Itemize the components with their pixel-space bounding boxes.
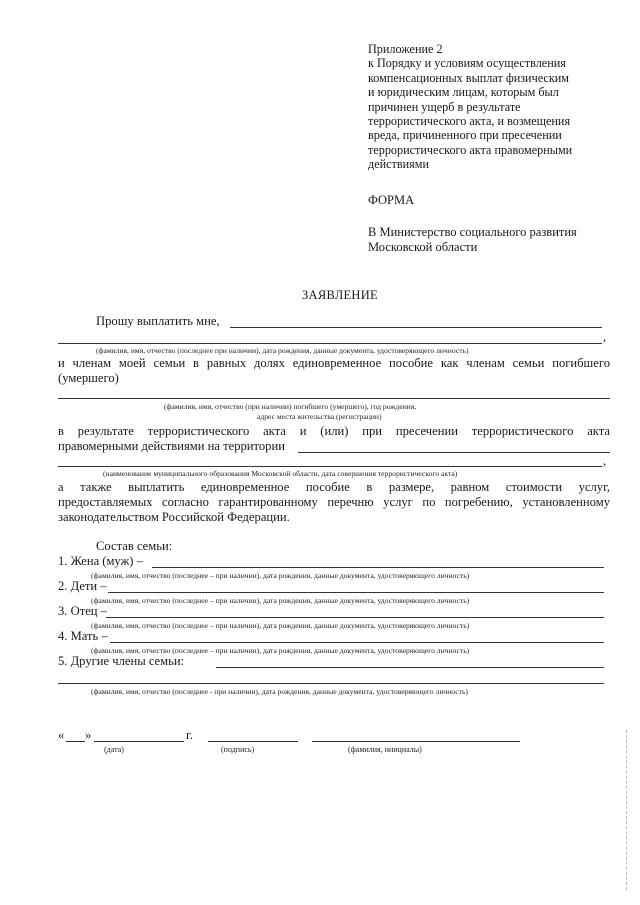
deceased-details-field[interactable] [58, 398, 610, 399]
territory-field[interactable] [298, 452, 610, 453]
family-label-spouse: 1. Жена (муж) – [58, 554, 143, 568]
appendix-note [368, 42, 633, 172]
deceased-caption: (фамилия, имя, отчество (при наличии) погибшего (умершего), год рождения, [164, 402, 417, 411]
other-members-field[interactable] [216, 667, 604, 668]
other-members-field-2[interactable] [58, 683, 604, 684]
municipality-caption: (наименование муниципального образования Московской области, дата совершения террористического акта) [103, 469, 458, 478]
provided-line: предоставляемых согласно гарантированному перечню услуг по погребению, установленному [58, 495, 610, 509]
family-label-others: 5. Другие члены семьи: [58, 654, 185, 668]
signature-caption: (подпись) [221, 745, 255, 754]
appendix-line: компенсационных выплат физическим [368, 70, 569, 85]
family-caption: (фамилия, имя, отчество (последнее – при наличии), дата рождения, данные документа, удостоверяющего личность) [91, 621, 470, 630]
children-field[interactable] [108, 592, 604, 593]
family-label-father: 3. Отец – [58, 604, 107, 618]
appendix-line: террористического акта, и возмещения [368, 114, 571, 129]
family-caption: (фамилия, имя, отчество (последнее – при наличии), дата рождения, данные документа, удостоверяющего личность) [91, 646, 470, 655]
day-field[interactable] [66, 741, 85, 742]
family-caption: (фамилия, имя, отчество (последнее – при наличии), дата рождения, данные документа, удостоверяющего личность) [91, 571, 470, 580]
territory-line: правомерными действиями на территории [58, 439, 285, 453]
quote-close: » [85, 728, 92, 742]
applicant-details-field[interactable] [58, 343, 602, 344]
addressee-line: В Министерство социального развития [368, 225, 577, 239]
appendix-line: действиями [368, 157, 429, 172]
appendix-line: причинен ущерб в результате [368, 99, 521, 114]
members-line: и членам моей семьи в равных долях единовременное пособие как членам семьи погибшего [58, 356, 610, 370]
family-caption: (фамилия, имя, отчество (последнее - при наличии), дата рождения, данные документа, удостоверяющего личность) [91, 687, 468, 696]
appendix-line: Приложение 2 [368, 42, 443, 56]
quote-open: « [58, 728, 65, 742]
name-initials-field[interactable] [312, 741, 520, 742]
appendix-line: к Порядку и условиям осуществления [368, 56, 566, 71]
family-label-mother: 4. Мать – [58, 629, 108, 643]
also-line: а также выплатить единовременное пособие в размере, равном стоимости услуг, [58, 480, 610, 494]
form-label: ФОРМА [368, 193, 415, 207]
appendix-line: и юридическим лицам, которым был [368, 85, 559, 100]
family-caption: (фамилия, имя, отчество (последнее – при наличии), дата рождения, данные документа, удостоверяющего личность) [91, 596, 470, 605]
comma: , [603, 330, 607, 344]
spouse-field[interactable] [152, 567, 604, 568]
appendix-line: террористического акта правомерными [368, 142, 573, 157]
year-suffix: г. [186, 728, 193, 742]
applicant-name-field[interactable] [230, 327, 602, 328]
mother-field[interactable] [110, 642, 604, 643]
applicant-caption: (фамилия, имя, отчество (последнее при наличии), дата рождения, данные документа, удостоверяющего личность) [96, 346, 469, 355]
family-heading: Состав семьи: [96, 539, 173, 553]
municipality-field[interactable] [58, 466, 602, 467]
appendix-line: вреда, причиненного при пресечении [368, 128, 562, 143]
document-title: ЗАЯВЛЕНИЕ [302, 288, 378, 302]
name-caption: (фамилия, инициалы) [348, 745, 422, 754]
date-caption: (дата) [104, 745, 124, 754]
father-field[interactable] [106, 617, 604, 618]
deceased-caption-address: адрес места жительства (регистрации) [257, 412, 382, 421]
month-field[interactable] [94, 741, 184, 742]
family-label-children: 2. Дети – [58, 579, 107, 593]
request-lead: Прошу выплатить мне, [96, 314, 220, 328]
addressee [368, 225, 577, 255]
result-line: в результате террористического акта и (или) при пресечении террористического акта [58, 424, 610, 438]
comma: , [603, 454, 607, 468]
signature-field[interactable] [208, 741, 298, 742]
law-line: законодательством Российской Федерации. [58, 510, 290, 524]
addressee-line: Московской области [368, 240, 478, 254]
deceased-word: (умершего) [58, 371, 119, 385]
scan-edge-artifact [626, 730, 628, 890]
